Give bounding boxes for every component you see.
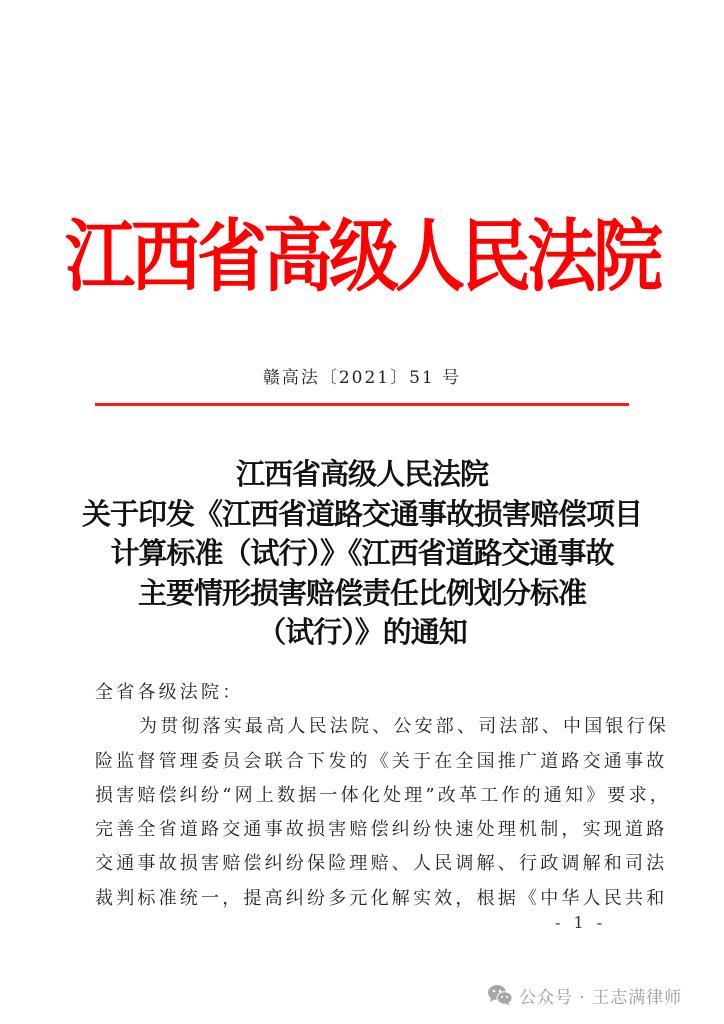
- title-line: 计算标准（试行）》《江西省道路交通事故: [110, 536, 614, 570]
- body-line: 交通事故损害赔偿纠纷保险理赔、人民调解、行政调解和司法: [95, 853, 668, 875]
- document-number: 赣高法〔2021〕51 号: [262, 368, 462, 388]
- issuer-red-header: 江西省高级人民法院: [65, 209, 659, 303]
- page-number: - 1 -: [555, 913, 607, 932]
- title-line: （试行）》的通知: [257, 615, 467, 649]
- body-line: 裁判标准统一，提高纠纷多元化解实效，根据《中华人民共和: [95, 887, 668, 909]
- wechat-icon: [487, 984, 513, 1006]
- red-divider-line: [95, 403, 629, 406]
- title-line: 江西省高级人民法院: [235, 457, 488, 491]
- body-line: 完善全省道路交通事故损害赔偿纠纷快速处理机制，实现道路: [95, 819, 668, 841]
- document-title: [0, 455, 724, 653]
- salutation: 全省各级法院：: [95, 682, 244, 703]
- document-body: [95, 676, 672, 916]
- body-line: 为贯彻落实最高人民法院、公安部、司法部、中国银行保: [139, 716, 669, 738]
- title-line: 主要情形损害赔偿责任比例划分标准: [137, 575, 586, 610]
- watermark: [487, 982, 682, 1008]
- watermark-text: 公众号 · 王志满律师: [519, 987, 683, 1008]
- body-line: 损害赔偿纠纷“网上数据一体化处理”改革工作的通知》要求，: [95, 784, 672, 806]
- title-line: 关于印发《江西省道路交通事故损害赔偿项目: [81, 496, 642, 531]
- body-line: 险监督管理委员会联合下发的《关于在全国推广道路交通事故: [95, 750, 668, 772]
